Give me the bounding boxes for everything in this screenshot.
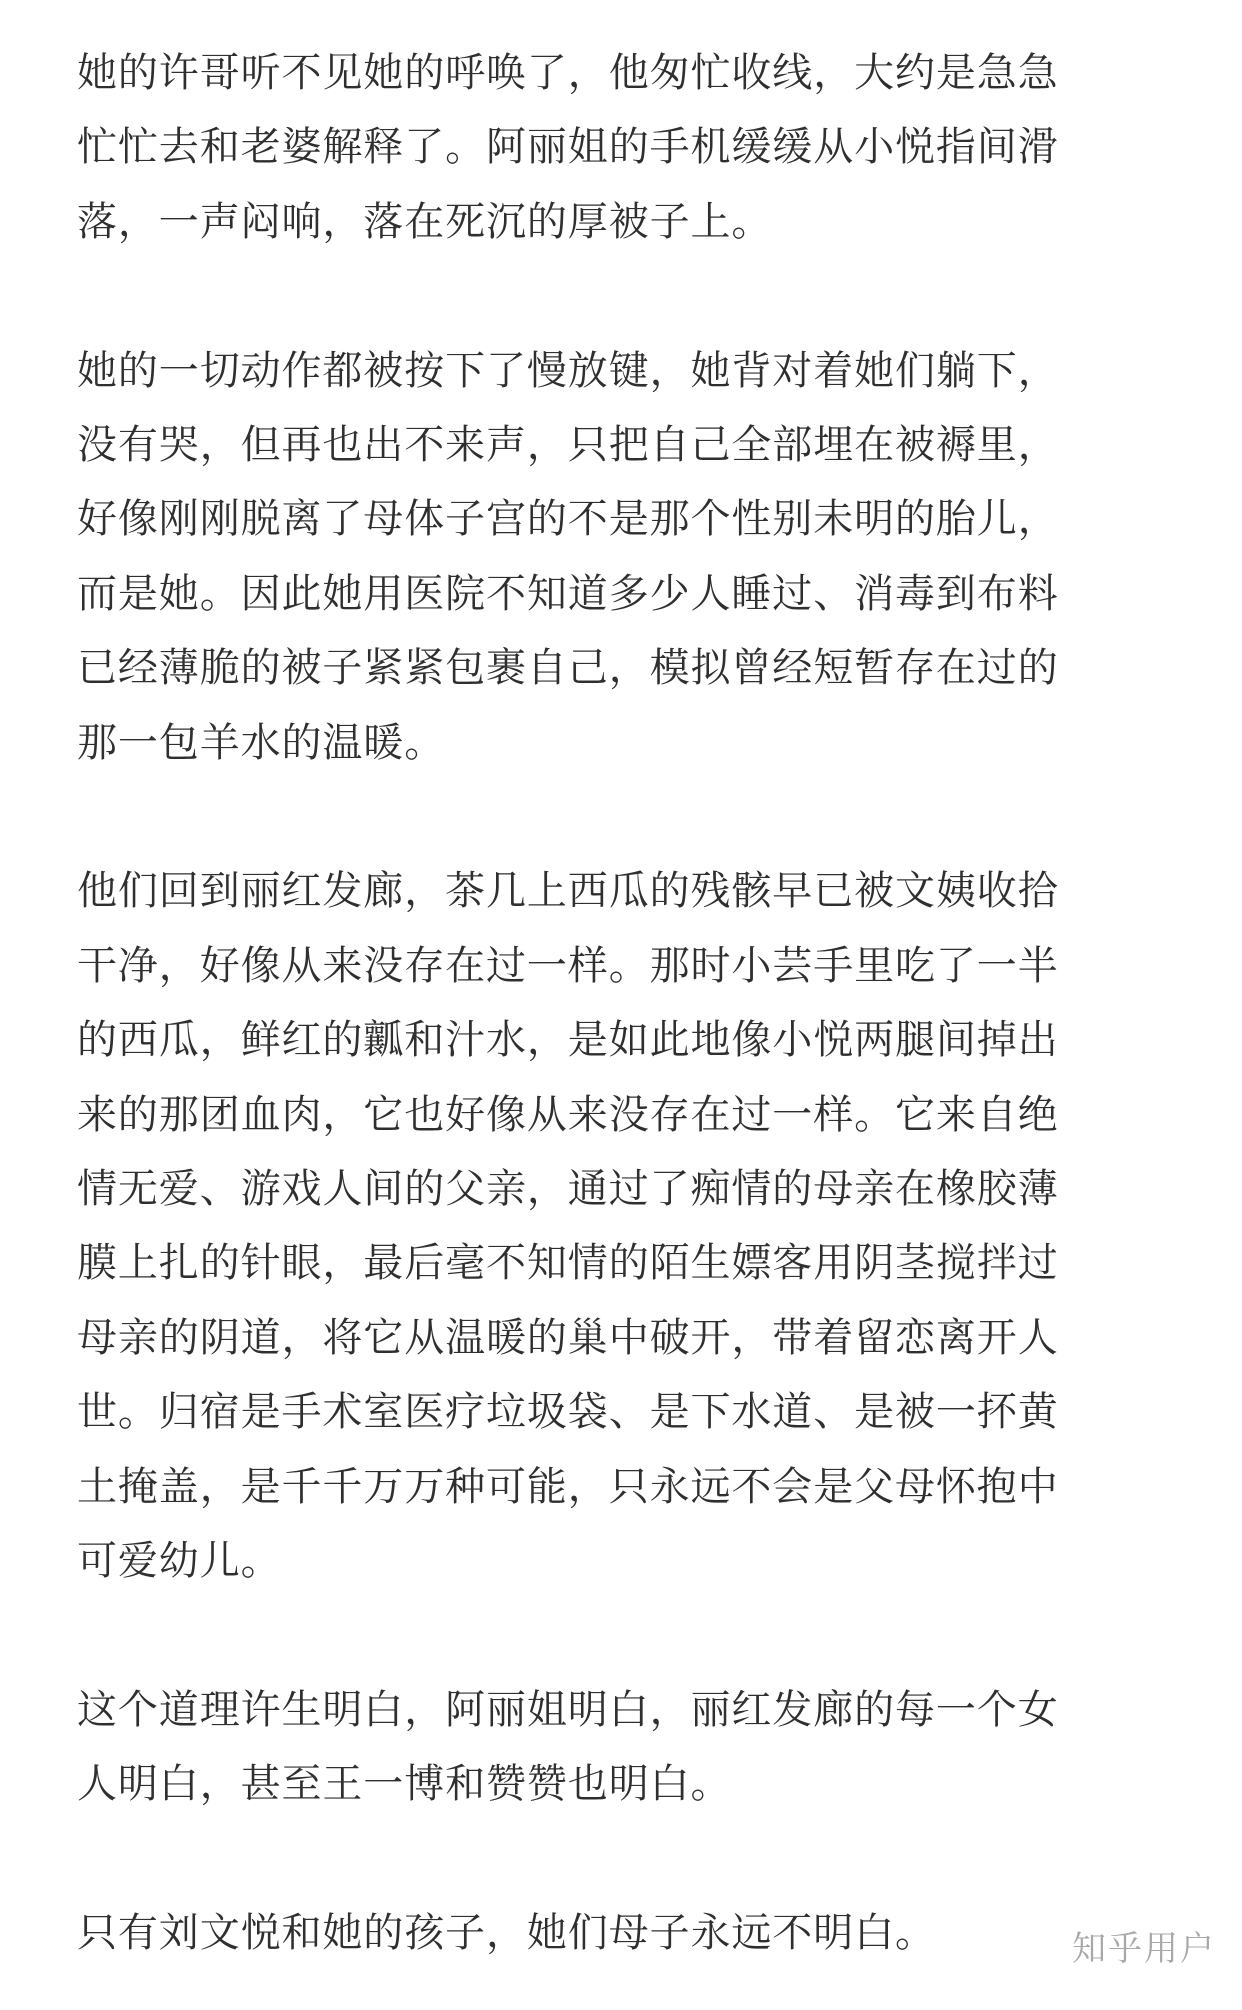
article-paragraph-3: 他们回到丽红发廊，茶几上西瓜的残骸早已被文姨收拾 干净，好像从来没存在过一样。那时小芸手里吃了一半 的西瓜，鲜红的瓤和汁水，是如此地像小悦两腿间掉出 来的那团血肉，它也好像从来没存在过一样。它来自绝 情无爱、游戏人间的父亲，通过了痴情的母亲在橡胶薄 膜上扎的针眼，最后毫不知情的陌生嫖客用阴茎搅拌过 母亲的阴道，将它从温暖的巢中破开，带着留恋离开人 世。归宿是手术室医疗垃圾袋、是下水道、是被一抔黄 土掩盖，是千千万万种可能，只永远不会是父母怀抱中 可爱幼儿。 — [77, 868, 1059, 1585]
article-paragraph-4: 这个道理许生明白，阿丽姐明白，丽红发廊的每一个女 人明白，甚至王一博和赞赞也明白。 — [77, 1686, 1059, 1808]
article-paragraph-1: 她的许哥听不见她的呼唤了，他匆忙收线，大约是急急 忙忙去和老婆解释了。阿丽姐的手机缓缓从小悦指间滑 落，一声闷响，落在死沉的厚被子上。 — [77, 50, 1059, 245]
article-paragraph-2: 她的一切动作都被按下了慢放键，她背对着她们躺下， 没有哭，但再也出不来声，只把自己全部埋在被褥里， 好像刚刚脱离了母体子宫的不是那个性别未明的胎儿， 而是她。因此她用医院不知道多少人睡过、消毒到布料 已经薄脆的被子紧紧包裹自己，模拟曾经短暂存在过的 那一包羊水的温暖。 — [77, 347, 1059, 766]
article-paragraph-5: 只有刘文悦和她的孩子，她们母子永远不明白。 — [77, 1910, 936, 1957]
zhihu-watermark: 知乎用户 — [1072, 1929, 1216, 1969]
article-body — [77, 36, 1167, 1971]
